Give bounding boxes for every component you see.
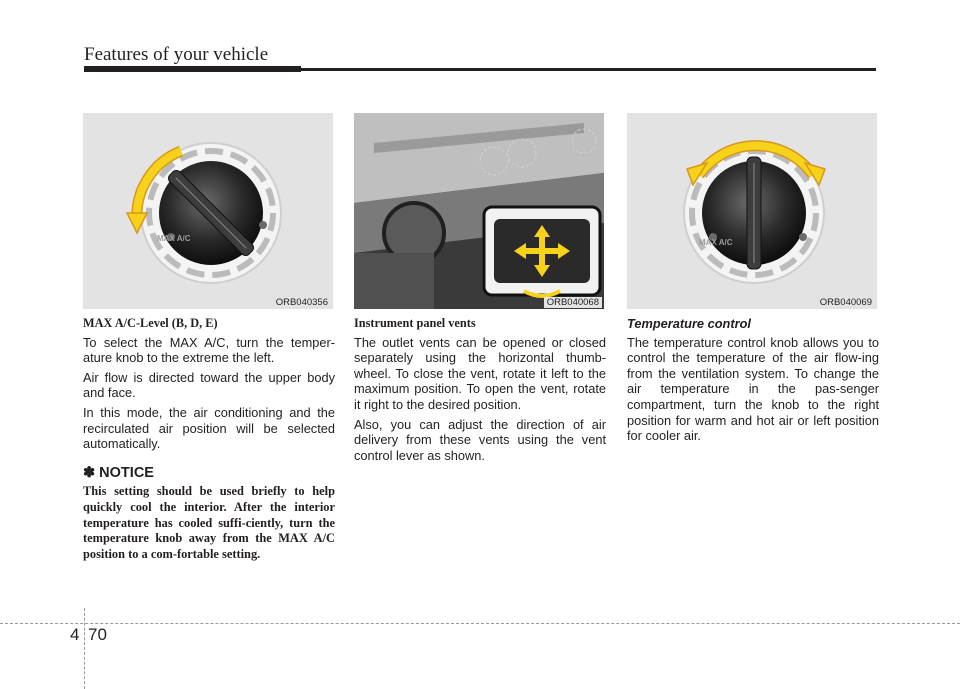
column-max-ac [83, 316, 335, 562]
section-heading-max-ac: MAX A/C-Level (B, D, E) [83, 316, 218, 330]
knob-label-max: MAX A/C [157, 234, 191, 243]
paragraph: Also, you can adjust the direction of air delivery from these vents using the vent control lever as shown. [354, 416, 606, 463]
paragraph: In this mode, the air conditioning and the recirculated air position will be selected automatically. [83, 404, 335, 452]
knob-illustration-range [627, 113, 877, 309]
knob-illustration-left [83, 113, 333, 309]
figure-code: ORB040356 [273, 297, 331, 308]
header-rule-accent [84, 66, 301, 72]
column-temperature-control [627, 316, 879, 448]
page-header-title: Features of your vehicle [84, 44, 269, 65]
chapter-number: 4 [70, 625, 80, 644]
notice-heading: ✽ NOTICE [83, 464, 154, 481]
paragraph: The temperature control knob allows you to control the temperature of the air flow-ing from the ventilation system. To change the air temperature in the pas-senger compartment, turn the knob to the right position for warm and hot air or left position for cooler air. [627, 334, 879, 444]
page-number: 70 [88, 625, 107, 644]
section-heading-temperature: Temperature control [627, 316, 751, 331]
notice-body: This setting should be used briefly to help quickly cool the interior. After the interior temperature has cooled suffi-ciently, turn the temperature knob away from the MAX A/C position to a com-fortable setting. [83, 484, 335, 561]
figure-temperature-knob [627, 113, 877, 309]
paragraph: The outlet vents can be opened or closed separately using the horizontal thumb-wheel. To close the vent, rotate it left to the maximum position. To open the vent, rotate it right to the desired position. [354, 334, 606, 412]
figure-code: ORB040069 [817, 297, 875, 308]
figure-instrument-panel-vents [354, 113, 604, 309]
column-instrument-vents [354, 316, 606, 467]
paragraph: Air flow is directed toward the upper body and face. [83, 369, 335, 401]
dashboard-illustration [354, 113, 604, 309]
knob-label-max: MAX A/C [699, 238, 733, 247]
figure-code: ORB040068 [544, 297, 602, 308]
footer-rule [0, 623, 960, 624]
section-heading-vents: Instrument panel vents [354, 316, 476, 330]
footer-divider [84, 608, 85, 689]
figure-max-ac-knob [83, 113, 333, 309]
paragraph: To select the MAX A/C, turn the temper-ature knob to the extreme the left. [83, 334, 335, 366]
